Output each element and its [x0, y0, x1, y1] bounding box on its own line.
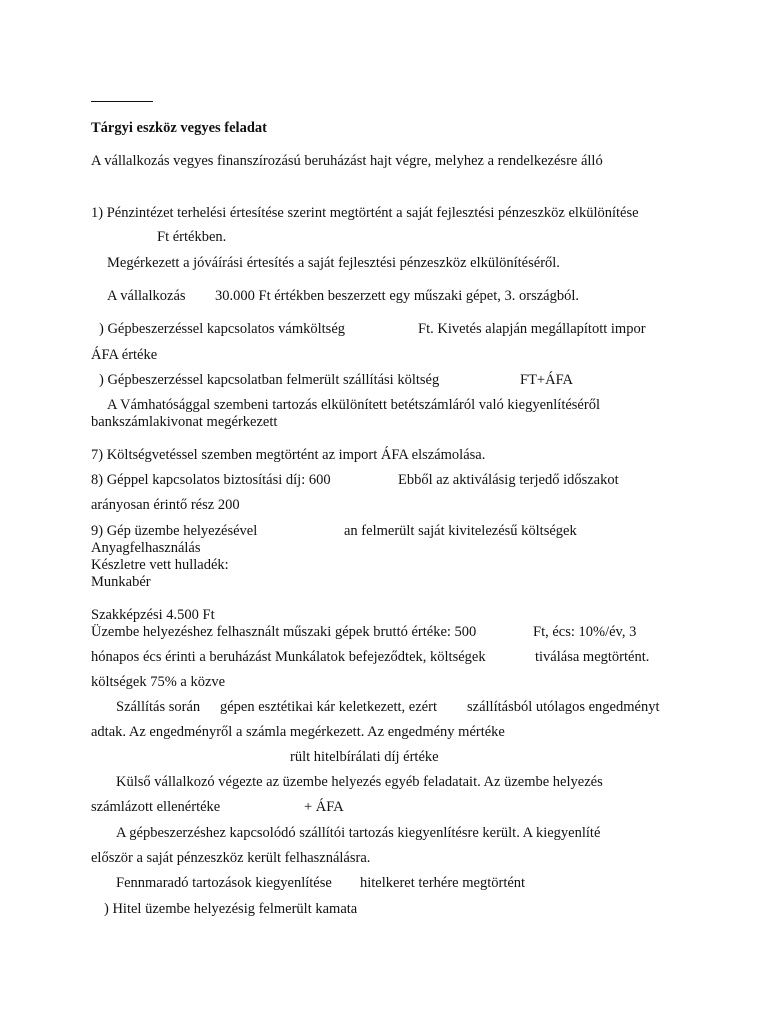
text-line: Megérkezett a jóváírási értesítés a saját fejlesztési pénzeszköz elkülönítéséről.	[107, 255, 560, 271]
text-line: Ft. Kivetés alapján megállapított impor	[418, 321, 646, 337]
text-line: Szakképzési 4.500 Ft	[91, 607, 215, 623]
text-line: A gépbeszerzéshez kapcsolódó szállítói tartozás kiegyenlítésre került. A kiegyenlíté	[116, 825, 601, 841]
text-line: Ft értékben.	[157, 229, 227, 245]
text-line: ) Gépbeszerzéssel kapcsolatban felmerült szállítási költség	[99, 372, 440, 388]
text-line: hónapos écs érinti a beruházást Munkálatok befejeződtek, költségek	[91, 649, 486, 665]
text-line: adtak. Az engedményről a számla megérkezett. Az engedmény mértéke	[91, 724, 505, 740]
text-line: Fennmaradó tartozások kiegyenlítése	[116, 875, 332, 891]
text-line: Szállítás során	[116, 699, 201, 715]
text-line: ) Hitel üzembe helyezésig felmerült kamata	[104, 901, 358, 917]
text-line: A vállalkozás	[107, 288, 186, 304]
text-line: 1) Pénzintézet terhelési értesítése szerint megtörtént a saját fejlesztési pénzeszköz elkülönítése	[91, 205, 639, 221]
text-line: Ebből az aktiválásig terjedő időszakot	[398, 472, 619, 488]
text-line: 8) Géppel kapcsolatos biztosítási díj: 600	[91, 472, 331, 488]
text-line: számlázott ellenértéke	[91, 799, 221, 815]
text-line: A Vámhatósággal szembeni tartozás elkülönített betétszámláról való kiegyenlítéséről	[107, 397, 600, 413]
text-line: FT+ÁFA	[520, 372, 574, 388]
text-line: költségek 75% a közve	[91, 674, 226, 690]
text-line: rült hitelbírálati díj értéke	[290, 749, 439, 765]
text-line: bankszámlakivonat megérkezett	[91, 414, 278, 430]
text-line: + ÁFA	[304, 799, 344, 815]
text-line: arányosan érintő rész 200	[91, 497, 240, 513]
intro-text: A vállalkozás vegyes finanszírozású beruházást hajt végre, melyhez a rendelkezésre álló	[91, 153, 603, 169]
text-line: szállításból utólagos engedményt	[467, 699, 660, 715]
text-line: Készletre vett hulladék:	[91, 557, 229, 573]
text-line: Ft, écs: 10%/év, 3	[533, 624, 637, 640]
text-line: ÁFA értéke	[91, 347, 158, 363]
top-rule	[91, 101, 153, 102]
text-line: gépen esztétikai kár keletkezett, ezért	[220, 699, 437, 715]
text-line: Üzembe helyezéshez felhasznált műszaki gépek bruttó értéke: 500	[91, 624, 477, 640]
text-line: először a saját pénzeszköz került felhasználásra.	[91, 850, 371, 866]
text-line: hitelkeret terhére megtörtént	[360, 875, 526, 891]
text-line: Anyagfelhasználás	[91, 540, 201, 556]
text-line: ) Gépbeszerzéssel kapcsolatos vámköltség	[99, 321, 346, 337]
text-line: Külső vállalkozó végezte az üzembe helyezés egyéb feladatait. Az üzembe helyezés	[116, 774, 603, 790]
text-line: 7) Költségvetéssel szemben megtörtént az import ÁFA elszámolása.	[91, 447, 486, 463]
text-line: an felmerült saját kivitelezésű költségek	[344, 523, 577, 539]
text-line: tiválása megtörtént.	[535, 649, 650, 665]
text-line: 30.000 Ft értékben beszerzett egy műszaki gépet, 3. országból.	[215, 288, 579, 304]
text-line: Munkabér	[91, 574, 151, 590]
page-title: Tárgyi eszköz vegyes feladat	[91, 120, 267, 136]
text-line: 9) Gép üzembe helyezésével	[91, 523, 258, 539]
